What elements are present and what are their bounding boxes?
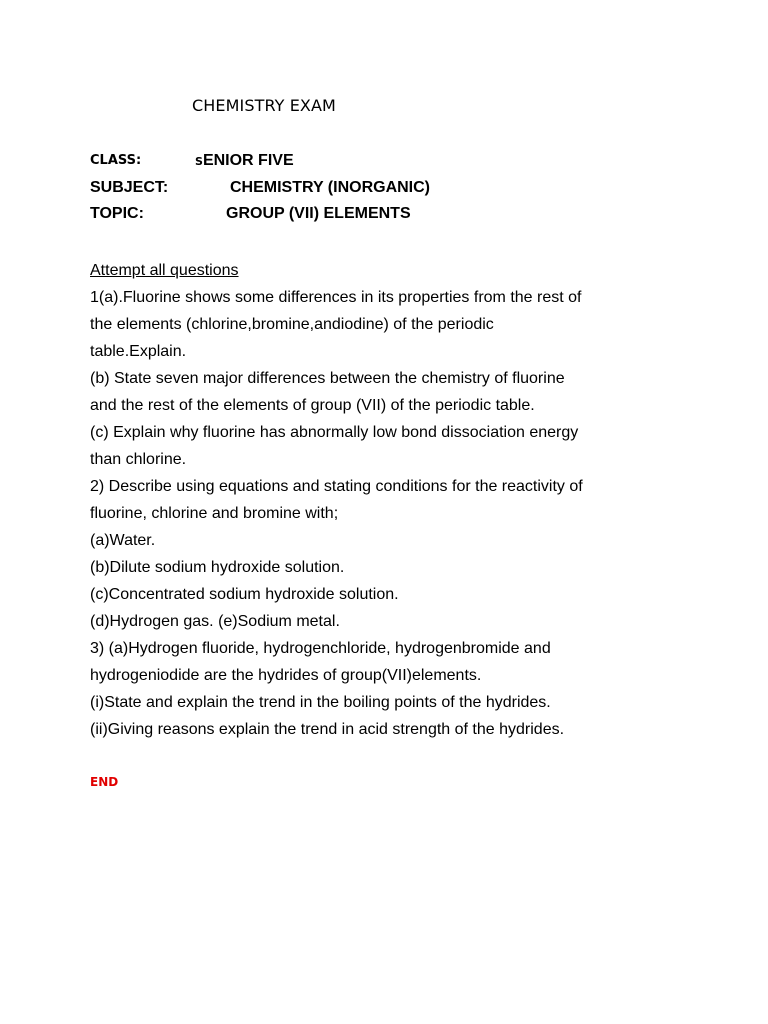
question-line: table.Explain. [90, 343, 187, 360]
exam-title: CHEMISTRY EXAM [192, 96, 336, 115]
question-line: (d)Hydrogen gas. (e)Sodium metal. [90, 613, 340, 630]
question-line: (a)Water. [90, 532, 156, 549]
question-line: (b) State seven major differences between the chemistry of fluorine [90, 370, 565, 387]
questions-block [90, 257, 750, 743]
subject-row [90, 176, 430, 200]
topic-label: TOPIC: [90, 205, 144, 222]
question-line: (c)Concentrated sodium hydroxide solution. [90, 586, 399, 603]
class-value-rest: ENIOR FIVE [202, 152, 294, 169]
question-line: the elements (chlorine,bromine,andiodine) of the periodic [90, 316, 494, 333]
question-line: and the rest of the elements of group (VII) of the periodic table. [90, 397, 535, 414]
question-line: 2) Describe using equations and stating conditions for the reactivity of [90, 478, 583, 495]
class-label: CLASS: [90, 153, 142, 168]
topic-value: GROUP (VII) ELEMENTS [226, 205, 411, 222]
class-row [90, 150, 294, 172]
question-line: than chlorine. [90, 451, 187, 468]
question-line: (ii)Giving reasons explain the trend in acid strength of the hydrides. [90, 721, 565, 738]
subject-value: CHEMISTRY (INORGANIC) [230, 179, 430, 196]
class-value-initial: S [195, 155, 203, 168]
class-value [195, 150, 294, 173]
topic-row [90, 202, 411, 226]
end-marker: END [90, 775, 119, 789]
question-line: (i)State and explain the trend in the boiling points of the hydrides. [90, 694, 551, 711]
question-line: fluorine, chlorine and bromine with; [90, 505, 339, 522]
subject-label: SUBJECT: [90, 179, 169, 196]
question-line: hydrogeniodide are the hydrides of group(VII)elements. [90, 667, 482, 684]
instructions-text: Attempt all questions [90, 262, 239, 279]
question-line: 3) (a)Hydrogen fluoride, hydrogenchloride, hydrogenbromide and [90, 640, 551, 657]
question-line: 1(a).Fluorine shows some differences in its properties from the rest of [90, 289, 582, 306]
question-line: (b)Dilute sodium hydroxide solution. [90, 559, 345, 576]
question-line: (c) Explain why fluorine has abnormally low bond dissociation energy [90, 424, 579, 441]
